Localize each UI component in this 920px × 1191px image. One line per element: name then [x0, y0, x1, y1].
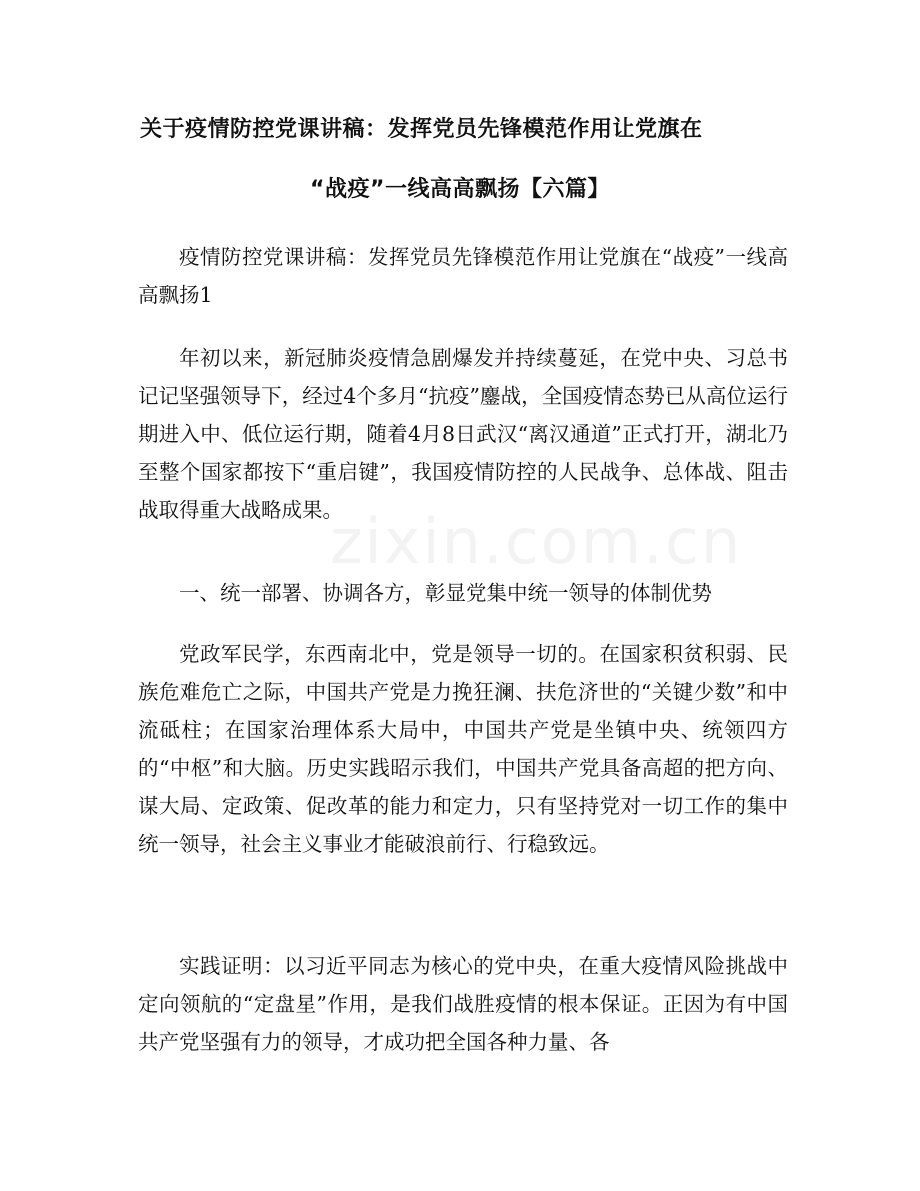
paragraph-2-block	[138, 339, 788, 529]
paragraph-2: 年初以来，新冠肺炎疫情急剧爆发并持续蔓延，在党中央、习总书记记坚强领导下，经过4个多月“抗疫”鏖战，全国疫情态势已从高位运行期进入中、低位运行期，随着4月8日武汉“离汉通道”正式打开，湖北乃至整个国家都按下“重启键”，我国疫情防控的人民战争、总体战、阻击战取得重大战略成果。	[138, 346, 788, 522]
paragraph-3-block	[138, 574, 788, 612]
paragraph-5: 实践证明：以习近平同志为核心的党中央，在重大疫情风险挑战中定向领航的“定盘星”作用，是我们战胜疫情的根本保证。正因为有中国共产党坚强有力的领导，才成功把全国各种力量、各	[138, 954, 788, 1054]
section-heading: 一、统一部署、协调各方，彰显党集中统一领导的体制优势	[179, 581, 712, 605]
paragraph-4-block	[138, 635, 788, 863]
paragraph-1-block	[138, 238, 788, 314]
document-title-line-1: 关于疫情防控党课讲稿：发挥党员先锋模范作用让党旗在	[140, 117, 703, 142]
paragraph-1: 疫情防控党课讲稿：发挥党员先锋模范作用让党旗在“战疫”一线高高飘扬1	[138, 245, 788, 307]
paragraph-5-block	[138, 947, 788, 1061]
document-title-line-2: “战疫”一线高高飘扬【六篇】	[310, 177, 610, 202]
watermark-text: zixin.com.cn	[330, 505, 743, 578]
paragraph-4: 党政军民学，东西南北中，党是领导一切的。在国家积贫积弱、民族危难危亡之际，中国共产党是力挽狂澜、扶危济世的“关键少数”和中流砥柱；在国家治理体系大局中，中国共产党是坐镇中央、统领四方的“中枢”和大脑。历史实践昭示我们，中国共产党具备高超的把方向、谋大局、定政策、促改革的能力和定力，只有坚持党对一切工作的集中统一领导，社会主义事业才能破浪前行、行稳致远。	[138, 642, 788, 856]
